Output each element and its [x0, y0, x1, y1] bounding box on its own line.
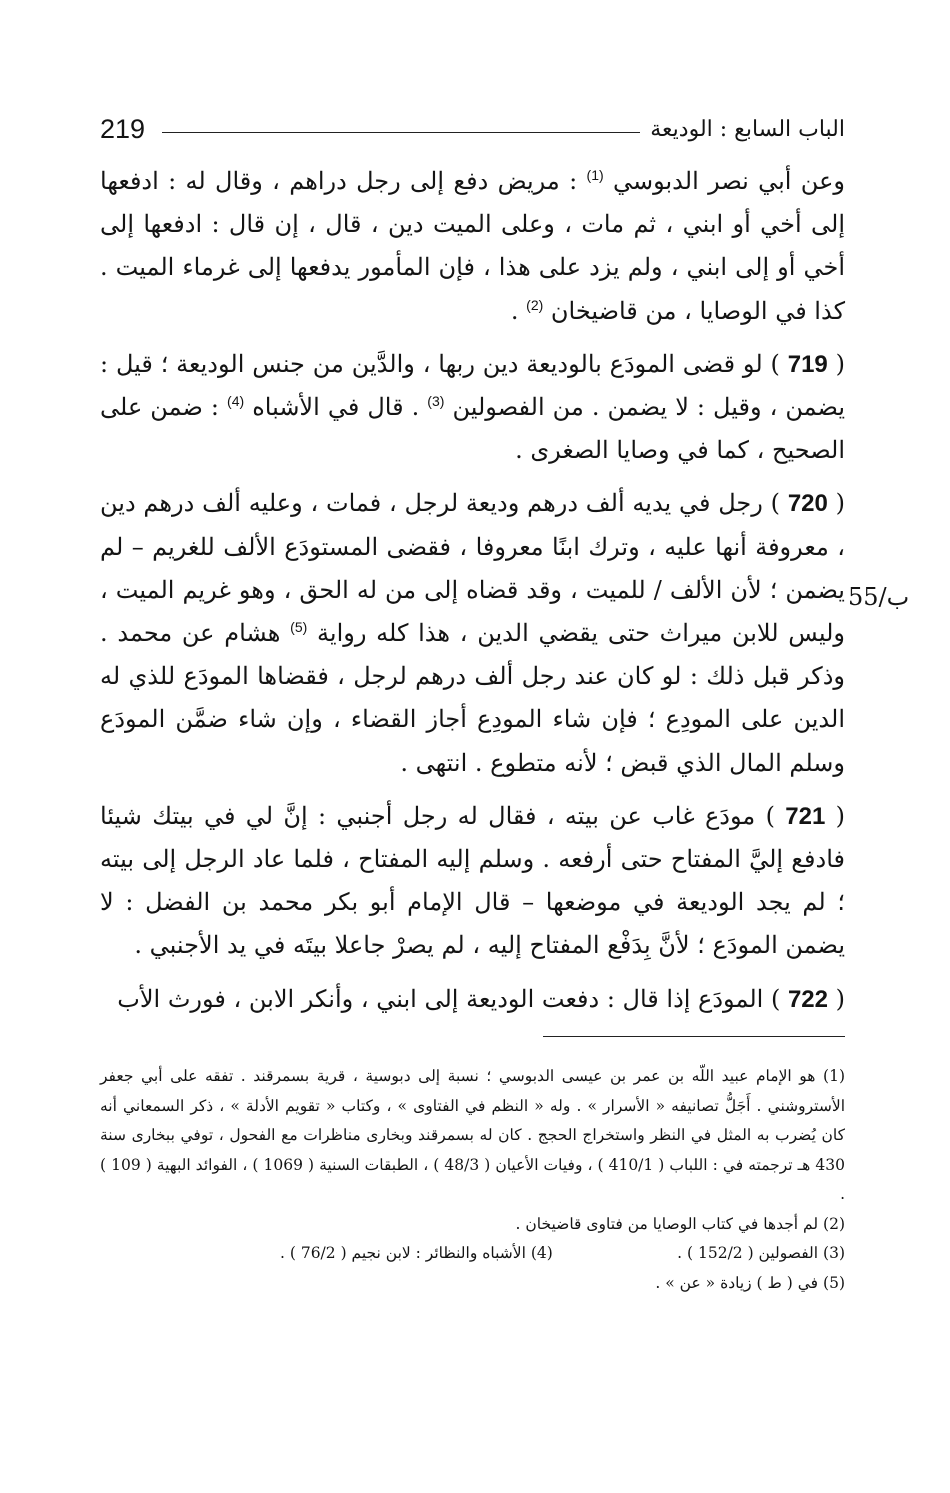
footnote-5: (5) في ( ط ) زيادة « عن » . [655, 1273, 845, 1292]
section-719: ( 719 ) لو قضى المودَع بالوديعة دين ربها ، والدَّين من جنس الوديعة ؛ قيل : يضمن ، وقيل : لا يضمن . من الفصولين $^{(3)}$ . قال في الأشباه $^{(4)}$ : ضمن على الصحيح ، كما في وصايا الصغرى . [100, 349, 846, 465]
section-number: 721 [785, 802, 826, 830]
text-run: لو قضى المودَع بالوديعة دين ربها ، والدَّين من جنس الوديعة ؛ قيل : يضمن ، وقيل : لا يضمن . من الفصولين [100, 349, 846, 422]
text-run: هشام عن محمد . وذكر قبل ذلك : لو كان عند رجل ألف درهم لرجل ، فقضاها المودَع للذي له الدين على المودِع ؛ فإن شاء المودِع أجاز القضاء ، وإن شاء ضمَّن المودَع وسلم المال الذي قبض ؛ لأنه متطوع . انتهى . [100, 619, 846, 777]
text-run: : ضمن على الصحيح ، كما في وصايا الصغرى . [100, 393, 845, 465]
section-number: 720 [787, 490, 828, 518]
footnote-2: (2) لم أجدها في كتاب الوصايا من فتاوى قاضيخان . [515, 1214, 845, 1233]
section-720: ( 720 ) رجل في يديه ألف درهم وديعة لرجل ، فمات ، وعليه ألف درهم دين ، معروفة أنها عليه ، وترك ابنًا معروفا ، فقضى المستودَع الألف للغريم – لم يضمن ؛ لأن الألف / للميت ، وقد قضاه إلى من له الحق ، وهو غريم الميت ، وليس للابن ميراث حتى يقضي الدين ، هذا كله رواية $^{(5)}$ هشام عن محمد . وذكر قبل ذلك : لو كان عند رجل ألف درهم لرجل ، فقضاها المودَع للذي له الدين على المودِع ؛ فإن شاء المودِع أجاز القضاء ، وإن شاء ضمَّن المودَع وسلم المال الذي قبض ؛ لأنه متطوع . انتهى . [100, 489, 846, 777]
footnote-ref[interactable]: (5) [290, 619, 308, 636]
text-run: : مريض دفع إلى رجل دراهم ، وقال له : ادفعها إلى أخي أو ابني ، ثم مات ، وعلى الميت دين ، قال ، إن قال : ادفعها إلى أخي أو إلى ابني ، ولم يزد على هذا ، فإن المأمور يدفعها إلى غرماء الميت . كذا في الوصايا ، من قاضيخان [100, 167, 846, 325]
manuscript-folio-note: 55/ب [848, 583, 910, 611]
text-run: مودَع غاب عن بيته ، فقال له رجل أجنبي : إنَّ لي في بيتك شيئا فادفع إليَّ المفتاح حتى أرفعه . وسلم إليه المفتاح ، فلما عاد الرجل إلى بيته ؛ لم يجد الوديعة في موضعها – قال الإمام أبو بكر محمد بن الفضل : لا يضمن المودَع ؛ لأنَّ بِدَفْع المفتاح إليه ، لم يصرْ جاعلا بيتَه في يد الأجنبي . [100, 801, 845, 960]
text-run: رجل في يديه ألف درهم وديعة لرجل ، فمات ، وعليه ألف درهم دين ، معروفة أنها عليه ، وترك ابنًا معروفا ، فقضى المستودَع الألف للغريم – لم يضمن ؛ لأن الألف / للميت ، وقد قضاه إلى من له الحق ، وهو غريم الميت ، وليس للابن ميراث حتى يقضي الدين ، هذا كله رواية [100, 489, 846, 648]
page-header [100, 112, 845, 152]
section-number: 719 [787, 350, 828, 378]
section-722: ( 722 ) المودَع إذا قال : دفعت الوديعة إلى ابني ، وأنكر الابن ، فورث الأب [117, 984, 845, 1013]
footnote-ref[interactable]: (4) [227, 393, 245, 410]
section-number: 722 [787, 985, 828, 1013]
text-run: وعن أبي نصر الدبوسي [603, 167, 845, 195]
footnote-3: (3) الفصولين ( 152/2 ) . [677, 1244, 845, 1262]
footnote-separator [543, 1036, 845, 1037]
section-721: ( 721 ) مودَع غاب عن بيته ، فقال له رجل أجنبي : إنَّ لي في بيتك شيئا فادفع إليَّ المفتاح حتى أرفعه . وسلم إليه المفتاح ، فلما عاد الرجل إلى بيته ؛ لم يجد الوديعة في موضعها – قال الإمام أبو بكر محمد بن الفضل : لا يضمن المودَع ؛ لأنَّ بِدَفْع المفتاح إليه ، لم يصرْ جاعلا بيتَه في يد الأجنبي . [100, 801, 846, 960]
text-run: . [510, 296, 527, 325]
chapter-title: الباب السابع : الوديعة [650, 117, 845, 142]
main-text [100, 160, 845, 1031]
page-number: 219 [100, 114, 146, 144]
footnote-4: (4) الأشباه والنظائر : لابن نجيم ( 76/2 ) . [280, 1244, 553, 1262]
footnote-row-3-4 [100, 1239, 845, 1269]
text-run: . قال في الأشباه [244, 393, 428, 422]
footnote-1: (1) هو الإمام عبيد اللّه بن عمر بن عيسى الدبوسي ؛ نسبة إلى دبوسية ، قرية بسمرقند . تفقه على أبي جعفر الأستروشني . أَجَلُّ تصانيفه « الأسرار » . وله « النظم في الفتاوى » ، وكتاب « تقويم الأدلة » ، ذكر السمعاني أنه كان يُضرب به المثل في النظر واستخراج الحجج . كان له بسمرقند وبخارى مناظرات مع الفحول ، توفي ببخارى سنة 430 هـ ترجمته في : اللباب ( 410/1 ) ، وفيات الأعيان ( 48/3 ) ، الطبقات السنية ( 1069 ) ، الفوائد البهية ( 109 ) . [100, 1067, 845, 1203]
header-rule [162, 132, 640, 133]
footnotes [100, 1062, 845, 1298]
footnote-ref[interactable]: (1) [586, 167, 604, 183]
text-run: المودَع إذا قال : دفعت الوديعة إلى ابني ، وأنكر الابن ، فورث الأب [117, 984, 771, 1013]
paragraph-intro [100, 160, 845, 333]
footnote-ref[interactable]: (3) [427, 393, 445, 410]
footnote-ref[interactable]: (2) [526, 296, 544, 313]
